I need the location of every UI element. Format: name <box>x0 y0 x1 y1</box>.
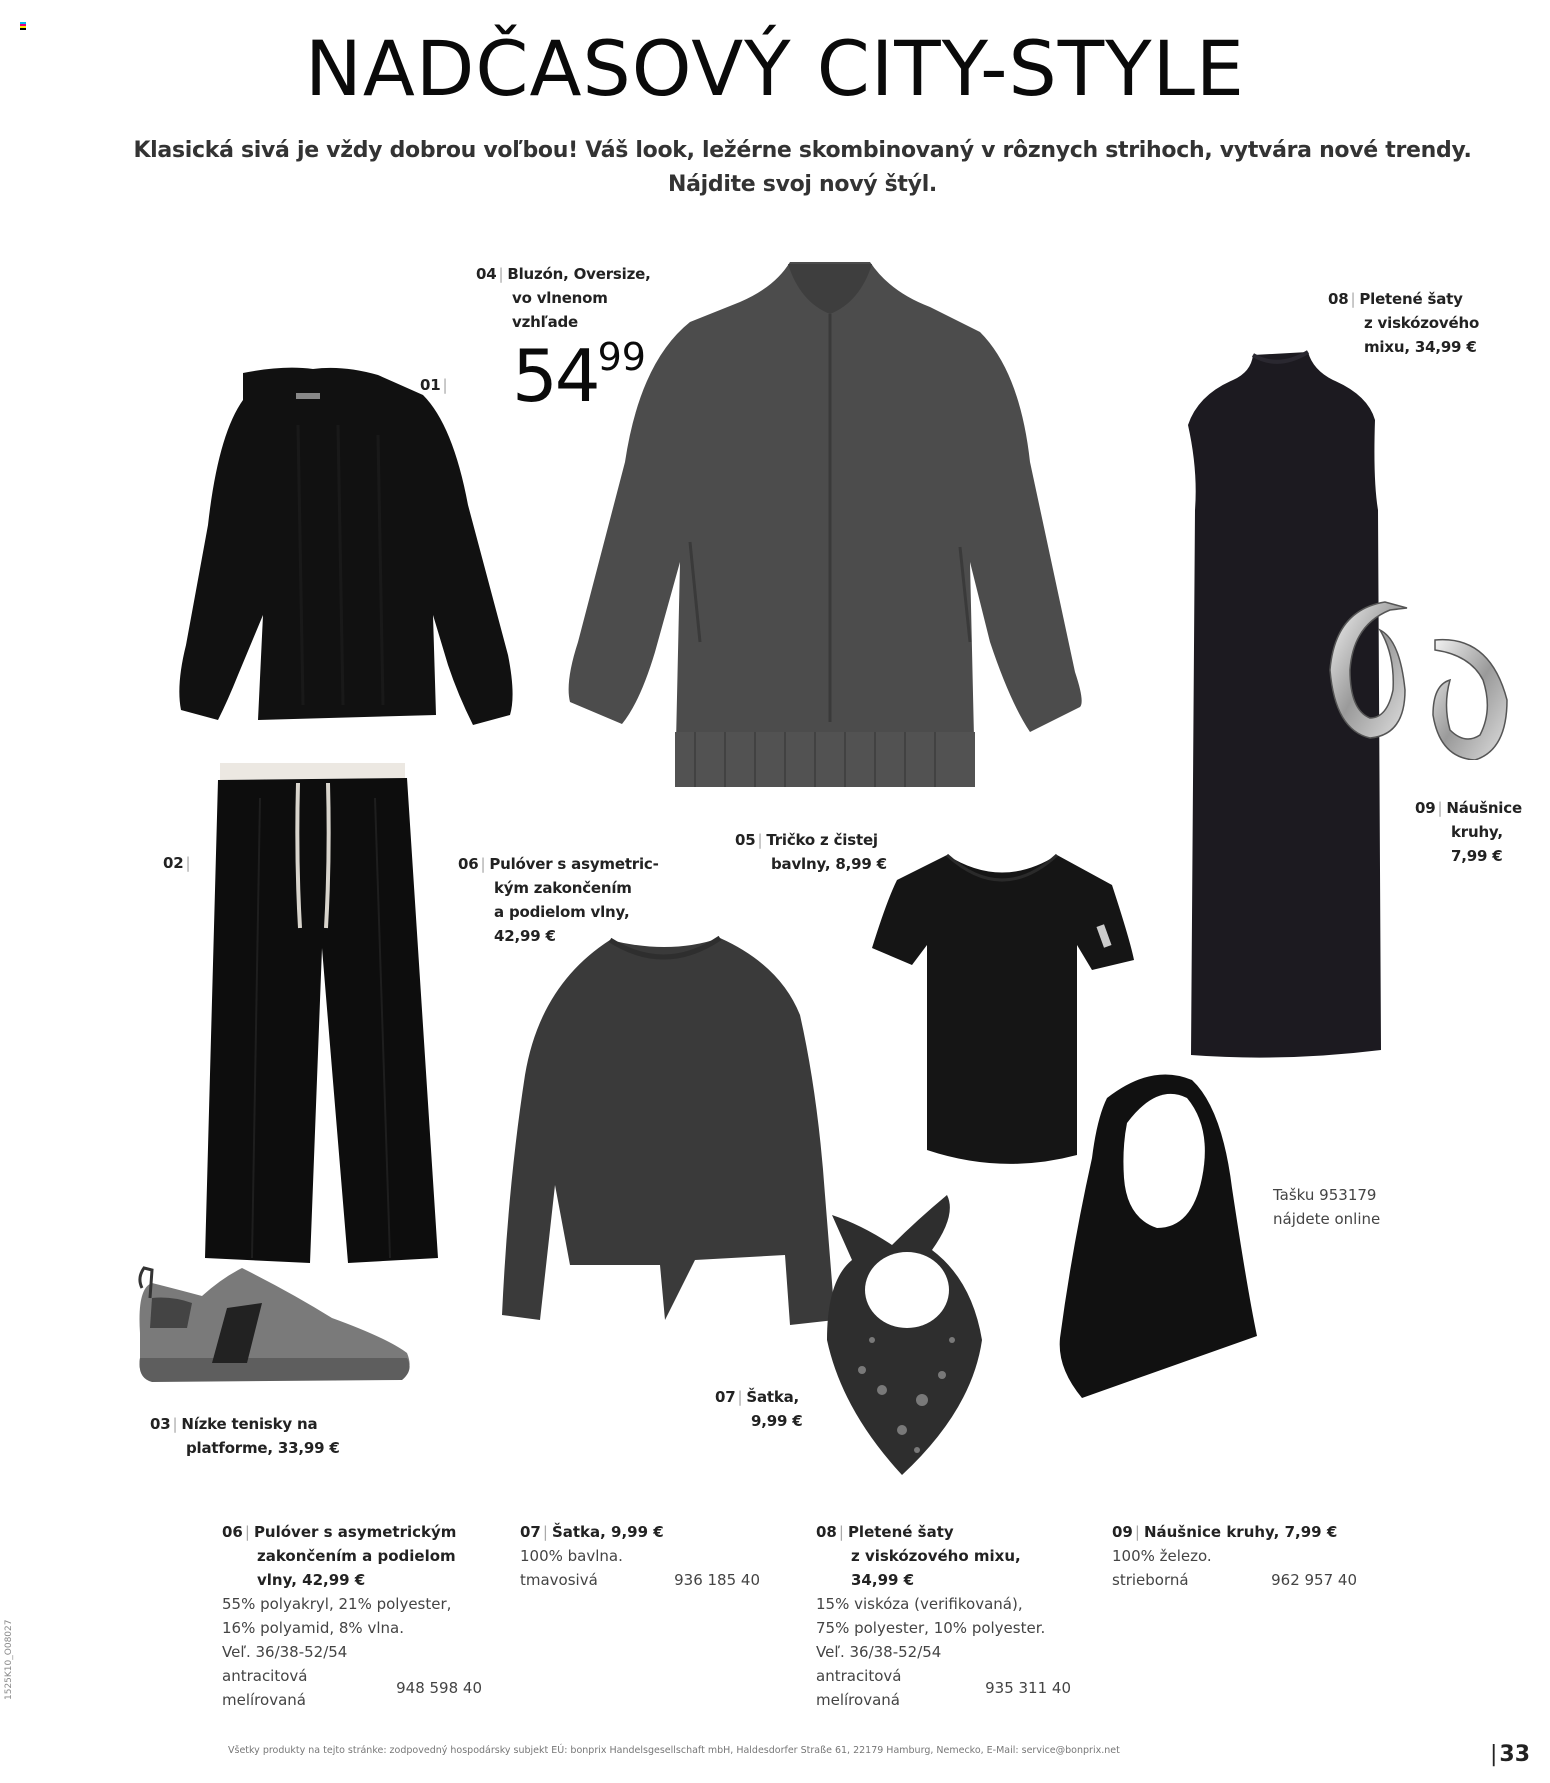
earrings-icon <box>1325 600 1515 760</box>
order-number: 935 311 40 <box>985 1679 1071 1697</box>
product-label-03: 03 | Nízke tenisky na platforme, 33,99 € <box>150 1415 340 1457</box>
scarf-icon <box>822 1190 992 1480</box>
info-heading-06: 06 | Pulóver s asymetrickým zakončením a podielom vlny, 42,99 € <box>222 1523 457 1589</box>
product-image-asymmetric-sweater[interactable] <box>500 935 835 1330</box>
page-subtitle: Klasická sivá je vždy dobrou voľbou! Váš look, ležérne skombinovaný v rôznych strihoch, vytvára nové trendy. Nájdite svoj nový štýl. <box>133 138 1472 197</box>
order-number: 948 598 40 <box>396 1679 482 1697</box>
product-image-hoop-earrings[interactable] <box>1325 600 1515 760</box>
product-label-09: 09 | Náušnice kruhy, 7,99 € <box>1415 799 1522 865</box>
info-heading-09: 09 | Náušnice kruhy, 7,99 € <box>1112 1523 1338 1541</box>
sneaker-icon <box>132 1258 417 1388</box>
bag-online-note: Tašku 953179 nájdete online <box>1273 1186 1381 1228</box>
product-label-06: 06 | Pulóver s asymetric- kým zakončením a podielom vlny, 42,99 € <box>458 855 659 945</box>
info-block-07: 07 | Šatka, 9,99 € 100% bavlna. tmavosivá 936 185 40 <box>520 1520 760 1592</box>
jacket-icon <box>560 262 1115 792</box>
info-block-06: 06 | Pulóver s asymetrickým zakončením a podielom vlny, 42,99 € 55% polyakryl, 21% polyester, 16% polyamid, 8% vlna. Veľ. 36/38-52/54 antracitová melírovaná 948 598 40 <box>222 1520 482 1712</box>
order-number: 962 957 40 <box>1271 1571 1357 1589</box>
info-block-09: 09 | Náušnice kruhy, 7,99 € 100% železo. strieborná 962 957 40 <box>1112 1520 1357 1592</box>
product-image-trousers[interactable] <box>200 758 445 1268</box>
product-label-01: 01 | <box>420 376 448 394</box>
product-image-sweater[interactable] <box>138 365 518 765</box>
product-label-05: 05 | Tričko z čistej bavlny, 8,99 € <box>735 831 887 873</box>
side-print-code: 1525K10_O08027 <box>4 1619 14 1700</box>
info-heading-08: 08 | Pletené šaty z viskózového mixu, 34,99 € <box>816 1523 1021 1589</box>
page-number: |33 <box>1490 1742 1531 1767</box>
product-label-04: 04 | Bluzón, Oversize, vo vlnenom vzhľade <box>476 265 651 331</box>
info-block-08: 08 | Pletené šaty z viskózového mixu, 34,99 € 15% viskóza (verifikovaná), 75% polyester, 10% polyester. Veľ. 36/38-52/54 antracitová melírovaná 935 311 40 <box>816 1520 1086 1712</box>
product-label-07: 07 | Šatka, 9,99 € <box>715 1388 803 1430</box>
legal-footer: Všetky produkty na tejto stránke: zodpovedný hospodársky subjekt EÚ: bonprix Handelsgesellschaft mbH, Haldesdorfer Straße 61, 22179 Hamburg, Nemecko, E-Mail: service@bonprix.net <box>228 1745 1120 1756</box>
product-image-sneakers[interactable] <box>132 1258 417 1388</box>
info-heading-07: 07 | Šatka, 9,99 € <box>520 1523 664 1541</box>
product-label-02: 02 | <box>163 854 191 872</box>
sweater-icon <box>138 365 518 765</box>
trousers-icon <box>200 758 445 1268</box>
pullover-icon <box>500 935 835 1330</box>
product-image-scarf[interactable] <box>822 1190 992 1480</box>
order-number: 936 185 40 <box>674 1571 760 1589</box>
bag-icon <box>1052 1068 1262 1398</box>
product-image-bomber-jacket[interactable] <box>560 262 1115 792</box>
page-title: NADČASOVÝ CITY-STYLE <box>305 24 1245 113</box>
price-highlight-04: 5499 <box>512 334 646 418</box>
product-label-08: 08 | Pletené šaty z viskózového mixu, 34,99 € <box>1328 290 1480 356</box>
product-image-shoulder-bag[interactable] <box>1052 1068 1262 1398</box>
